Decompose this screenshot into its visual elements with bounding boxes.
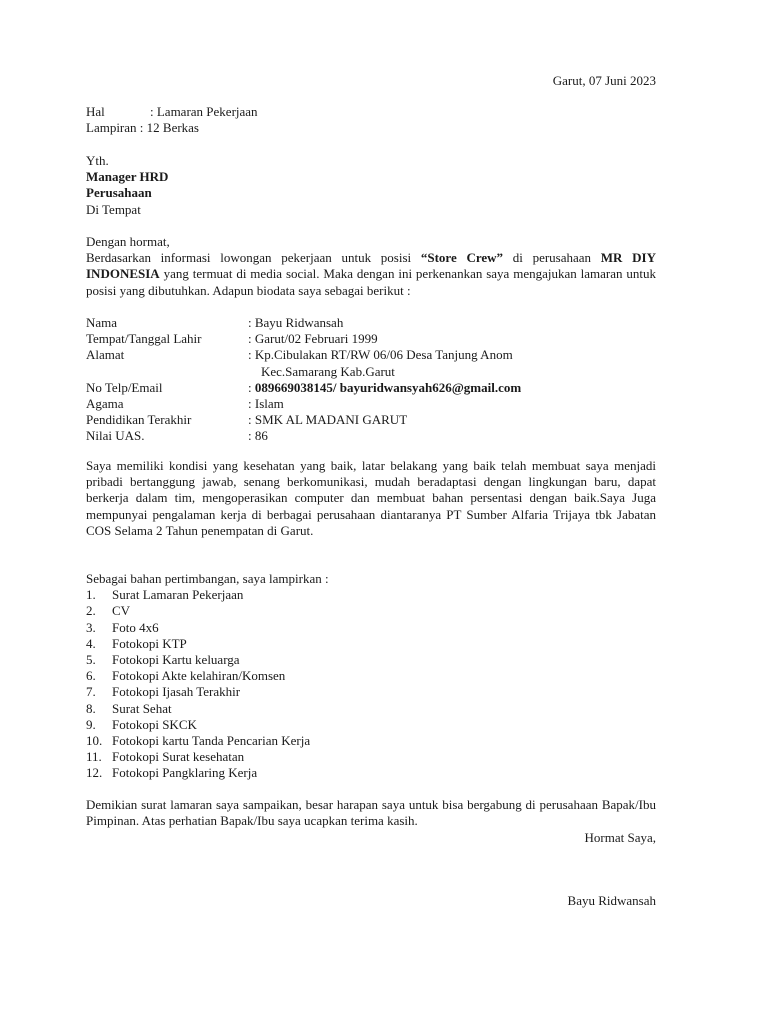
company-name: MR DIY INDONESIA	[86, 250, 656, 282]
body-paragraph: Saya memiliki kondisi yang kesehatan yang baik, latar belakang yang baik telah membuat saya menjadi pribadi bertanggung jawab, senang berkomunikasi, mudah beradaptasi dengan lingkungan baru, dapat berkerja dalam tim, mengoperasikan computer dan membuat bahan persentasi dengan baik.Saya Juga mempunyai pengalaman kerja di berbagai perusahaan diantaranya PT Sumber Alfaria Trijaya tbk Jabatan COS Selama 2 Tahun penempatan di Garut.	[86, 458, 656, 538]
list-text: Fotokopi Akte kelahiran/Komsen	[112, 668, 286, 684]
opening-text-c: yang termuat di media social. Maka dengan ini perkenankan saya mengajukan lamaran untuk posisi yang dibutuhkan. Adapun biodata saya sebagai berikut :	[86, 266, 656, 298]
list-number: 6.	[86, 668, 96, 684]
list-item	[86, 587, 656, 603]
list-text: Fotokopi Surat kesehatan	[112, 749, 245, 765]
list-item	[86, 668, 656, 684]
biodata-label	[86, 364, 248, 380]
recipient-company: Perusahaan	[86, 185, 152, 201]
biodata-label: Pendidikan Terakhir	[86, 412, 192, 428]
list-item	[86, 749, 656, 765]
biodata-label: Tempat/Tanggal Lahir	[86, 331, 202, 347]
biodata-table	[86, 315, 656, 445]
recipient-title: Manager HRD	[86, 169, 169, 185]
opening-text-a: Berdasarkan informasi lowongan pekerjaan untuk posisi	[86, 250, 421, 266]
biodata-value: : Bayu Ridwansah	[248, 315, 344, 330]
biodata-value: : Islam	[248, 396, 284, 412]
position-name: “Store Crew”	[420, 250, 504, 266]
list-item	[86, 620, 656, 636]
subject-block	[86, 104, 656, 136]
biodata-value: : 86	[248, 428, 268, 444]
biodata-row	[86, 315, 656, 331]
biodata-label: Agama	[86, 396, 124, 412]
list-number: 12.	[86, 765, 103, 781]
biodata-row	[86, 412, 656, 428]
signature-name: Bayu Ridwansah	[567, 893, 656, 908]
biodata-value: : Kp.Cibulakan RT/RW 06/06 Desa Tanjung Anom	[248, 347, 513, 363]
list-number: 8.	[86, 700, 96, 716]
contact-value: 089669038145/ bayuridwansyah626@gmail.com	[254, 379, 522, 395]
biodata-row	[86, 331, 656, 347]
recipient-salutation: Yth.	[86, 153, 109, 168]
letter-date: Garut, 07 Juni 2023	[552, 73, 656, 88]
subject-value: : Lamaran Pekerjaan	[150, 104, 258, 119]
biodata-label: No Telp/Email	[86, 379, 163, 395]
list-number: 7.	[86, 684, 96, 700]
biodata-prefix: :	[248, 379, 255, 395]
biodata-row	[86, 364, 656, 380]
opening-text-b: di perusahaan	[503, 250, 601, 266]
list-item	[86, 733, 656, 749]
list-text: Fotokopi Ijasah Terakhir	[112, 684, 241, 700]
list-item	[86, 765, 656, 781]
list-text: CV	[112, 603, 131, 619]
opening-paragraph	[86, 250, 656, 299]
biodata-value: : SMK AL MADANI GARUT	[248, 412, 408, 428]
closing-paragraph: Demikian surat lamaran saya sampaikan, besar harapan saya untuk bisa bergabung di perusahaan Bapak/Ibu Pimpinan. Atas perhatian Bapak/Ibu saya ucapkan terima kasih.	[86, 797, 656, 829]
list-text: Fotokopi Pangklaring Kerja	[112, 765, 258, 781]
list-text: Fotokopi KTP	[112, 635, 187, 651]
biodata-label: Nilai UAS.	[86, 428, 145, 444]
greeting: Dengan hormat,	[86, 234, 170, 249]
biodata-value-wrap	[248, 380, 656, 396]
list-item	[86, 717, 656, 733]
list-item	[86, 652, 656, 668]
list-item	[86, 701, 656, 717]
list-text: Fotokopi SKCK	[112, 716, 197, 732]
biodata-row	[86, 347, 656, 363]
list-number: 1.	[86, 587, 96, 603]
list-item	[86, 636, 656, 652]
subject-label: Hal	[86, 104, 105, 119]
list-text: Surat Lamaran Pekerjaan	[112, 587, 244, 603]
list-number: 11.	[86, 749, 102, 765]
list-number: 3.	[86, 619, 96, 635]
subject-row	[86, 104, 656, 120]
biodata-label: Nama	[86, 315, 118, 330]
recipient-block	[86, 153, 656, 218]
list-text: Fotokopi kartu Tanda Pencarian Kerja	[112, 733, 311, 749]
closing-regards: Hormat Saya,	[584, 830, 656, 845]
list-number: 2.	[86, 603, 96, 619]
recipient-location: Di Tempat	[86, 201, 141, 217]
biodata-row	[86, 396, 656, 412]
list-text: Foto 4x6	[112, 619, 159, 635]
biodata-row	[86, 428, 656, 444]
list-number: 4.	[86, 635, 96, 651]
list-item	[86, 603, 656, 619]
list-number: 10.	[86, 733, 103, 749]
attachment-list	[86, 571, 656, 782]
attachment-count: Lampiran : 12 Berkas	[86, 120, 199, 136]
biodata-value: : Garut/02 Februari 1999	[248, 331, 378, 347]
list-number: 9.	[86, 716, 96, 732]
list-text: Surat Sehat	[112, 700, 172, 716]
opening-block	[86, 234, 656, 299]
attachment-intro: Sebagai bahan pertimbangan, saya lampirkan :	[86, 571, 329, 586]
list-number: 5.	[86, 652, 96, 668]
list-text: Fotokopi Kartu keluarga	[112, 652, 240, 668]
biodata-row	[86, 380, 656, 396]
list-item	[86, 684, 656, 700]
biodata-label: Alamat	[86, 347, 125, 363]
biodata-value: Kec.Samarang Kab.Garut	[261, 363, 395, 379]
